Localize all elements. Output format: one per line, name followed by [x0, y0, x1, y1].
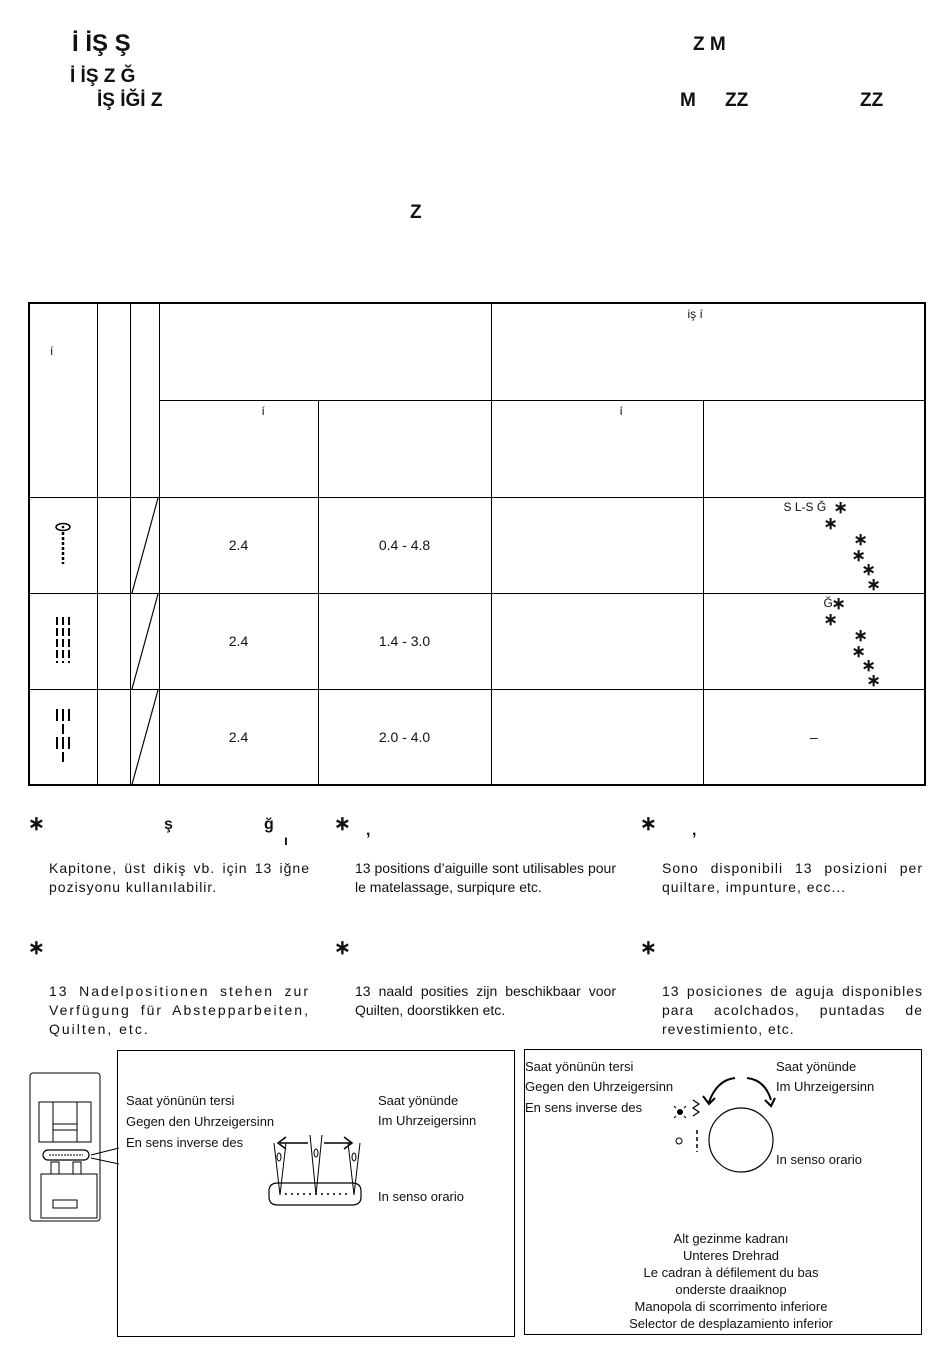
header-group-left [159, 303, 491, 400]
dial-label-it: Manopola di scorrimento inferiore [634, 1299, 828, 1314]
note-heading-tr-a: ş [164, 816, 173, 833]
row3-col3 [130, 689, 159, 785]
row2-col3 [130, 593, 159, 689]
table-row [29, 593, 925, 689]
row1-length: 0.4 - 4.8 [318, 497, 491, 593]
header-right-zz1: ZZ [725, 90, 749, 111]
star-mark: ∗ [833, 497, 848, 517]
dial-figure [524, 1049, 922, 1335]
dial-label-tr: Alt gezinme kadranı [673, 1231, 789, 1246]
stitch-table [28, 302, 926, 786]
note-asterisk: ∗ [640, 813, 657, 835]
row2-width: 2.4 [159, 593, 318, 689]
row1-notes: S L-S Ğ ∗ ∗ ∗ ∗ ∗ ∗ [703, 497, 925, 593]
ccw-label-tr: Saat yönünün tersi [525, 1059, 634, 1074]
basting-stitch-icon [29, 689, 97, 785]
row3-col2 [97, 689, 130, 785]
needle-position-figure [117, 1050, 515, 1337]
dial-label-fr: Le cadran à défilement du bas [643, 1265, 819, 1280]
note-asterisk: ∗ [334, 937, 351, 959]
cw-label-tr: Saat yönünde [378, 1093, 459, 1108]
ccw-label-de: Gegen den Uhrzeigersinn [525, 1079, 674, 1094]
header-title-line1: İ İŞ Ş [72, 30, 131, 57]
table-row [29, 689, 925, 785]
row3-length: 2.0 - 4.0 [318, 689, 491, 785]
note-text-tr: Kapitone, üst dikiş vb. için 13 iğne pozisyonu kullanılabilir. [49, 860, 310, 895]
row1-col6 [491, 497, 703, 593]
star-mark: ∗ [831, 593, 846, 613]
header-group-right: iş í [491, 303, 925, 400]
header-sub-4 [703, 400, 925, 497]
header-right-m: M [680, 90, 696, 111]
row3-col6 [491, 689, 703, 785]
note-heading-tr-c: ı [284, 832, 288, 848]
note-asterisk: ∗ [28, 937, 45, 959]
header-mid-letter: Z [410, 202, 422, 223]
row2-col2 [97, 593, 130, 689]
row2-col6 [491, 593, 703, 689]
note-heading-it: , [692, 822, 697, 839]
note-text-fr: 13 positions d’aiguille sont utilisables pour le matelassage, surpiqure etc. [355, 860, 616, 895]
header-stitch-col: í [29, 303, 97, 497]
row1-col2 [97, 497, 130, 593]
note-text-de: 13 Nadelpositionen stehen zur Verfügung für Abstepparbeiten, Quilten, etc. [49, 983, 310, 1037]
row1-width: 2.4 [159, 497, 318, 593]
cw-label-tr: Saat yönünde [776, 1059, 857, 1074]
note-text-es: 13 posiciones de aguja disponibles para acolchados, puntadas de revestimiento, etc. [662, 983, 923, 1037]
table-row [29, 497, 925, 593]
cw-label-de: Im Uhrzeigersinn [378, 1113, 477, 1128]
lower-dial-icon [671, 1070, 781, 1180]
star-mark: ∗ [853, 529, 868, 549]
note-asterisk: ∗ [28, 813, 45, 835]
ccw-label-fr: En sens inverse des [126, 1135, 244, 1150]
straight-stitch-icon [29, 497, 97, 593]
row1-col3 [130, 497, 159, 593]
header-right-zz2: ZZ [860, 90, 884, 111]
row3-width: 2.4 [159, 689, 318, 785]
sewing-machine-thumbnail [29, 1072, 121, 1224]
note-asterisk: ∗ [334, 813, 351, 835]
note-heading-fr: , [366, 822, 371, 839]
row2-notes: Ğ ∗ ∗ ∗ ∗ ∗ ∗ [703, 593, 925, 689]
header-sub-3: í [491, 400, 703, 497]
ccw-label-tr: Saat yönünün tersi [126, 1093, 235, 1108]
star-mark: ∗ [866, 670, 881, 690]
header-title-line2: İ İŞ Z Ğ [70, 66, 136, 87]
header-col-3 [130, 303, 159, 497]
star-mark: ∗ [861, 655, 876, 675]
ccw-label-fr: En sens inverse des [525, 1100, 643, 1115]
cw-label-it: In senso orario [378, 1189, 464, 1204]
star-mark: ∗ [866, 574, 881, 594]
ccw-label-de: Gegen den Uhrzeigersinn [126, 1114, 275, 1129]
needle-plate-icon [264, 1123, 366, 1213]
dial-label-de: Unteres Drehrad [682, 1248, 780, 1263]
header-right-line1: Z M [693, 34, 726, 55]
star-mark: ∗ [851, 545, 866, 565]
note-asterisk: ∗ [640, 937, 657, 959]
star-mark: ∗ [853, 625, 868, 645]
note-text-it: Sono disponibili 13 posizioni per quiltare, impunture, ecc... [662, 860, 923, 895]
star-mark: ∗ [823, 513, 838, 533]
header-sub-length [318, 400, 491, 497]
cw-label-de: Im Uhrzeigersinn [776, 1079, 875, 1094]
header-col-2 [97, 303, 130, 497]
star-mark: ∗ [861, 559, 876, 579]
triple-straight-stitch-icon [29, 593, 97, 689]
star-mark: ∗ [851, 641, 866, 661]
note-heading-tr-b: ğ [264, 816, 274, 833]
header-title-line3: İŞ İĞİ Z [97, 90, 163, 111]
cw-label-it: In senso orario [776, 1152, 862, 1167]
note-text-nl: 13 naald posities zijn beschikbaar voor Quilten, doorstikken etc. [355, 983, 616, 1018]
row3-notes: – [703, 689, 925, 785]
dial-label-es: Selector de desplazamiento inferior [629, 1316, 833, 1331]
row2-length: 1.4 - 3.0 [318, 593, 491, 689]
dial-label-nl: onderste draaiknop [675, 1282, 787, 1297]
header-sub-width: í [159, 400, 318, 497]
star-mark: ∗ [823, 609, 838, 629]
